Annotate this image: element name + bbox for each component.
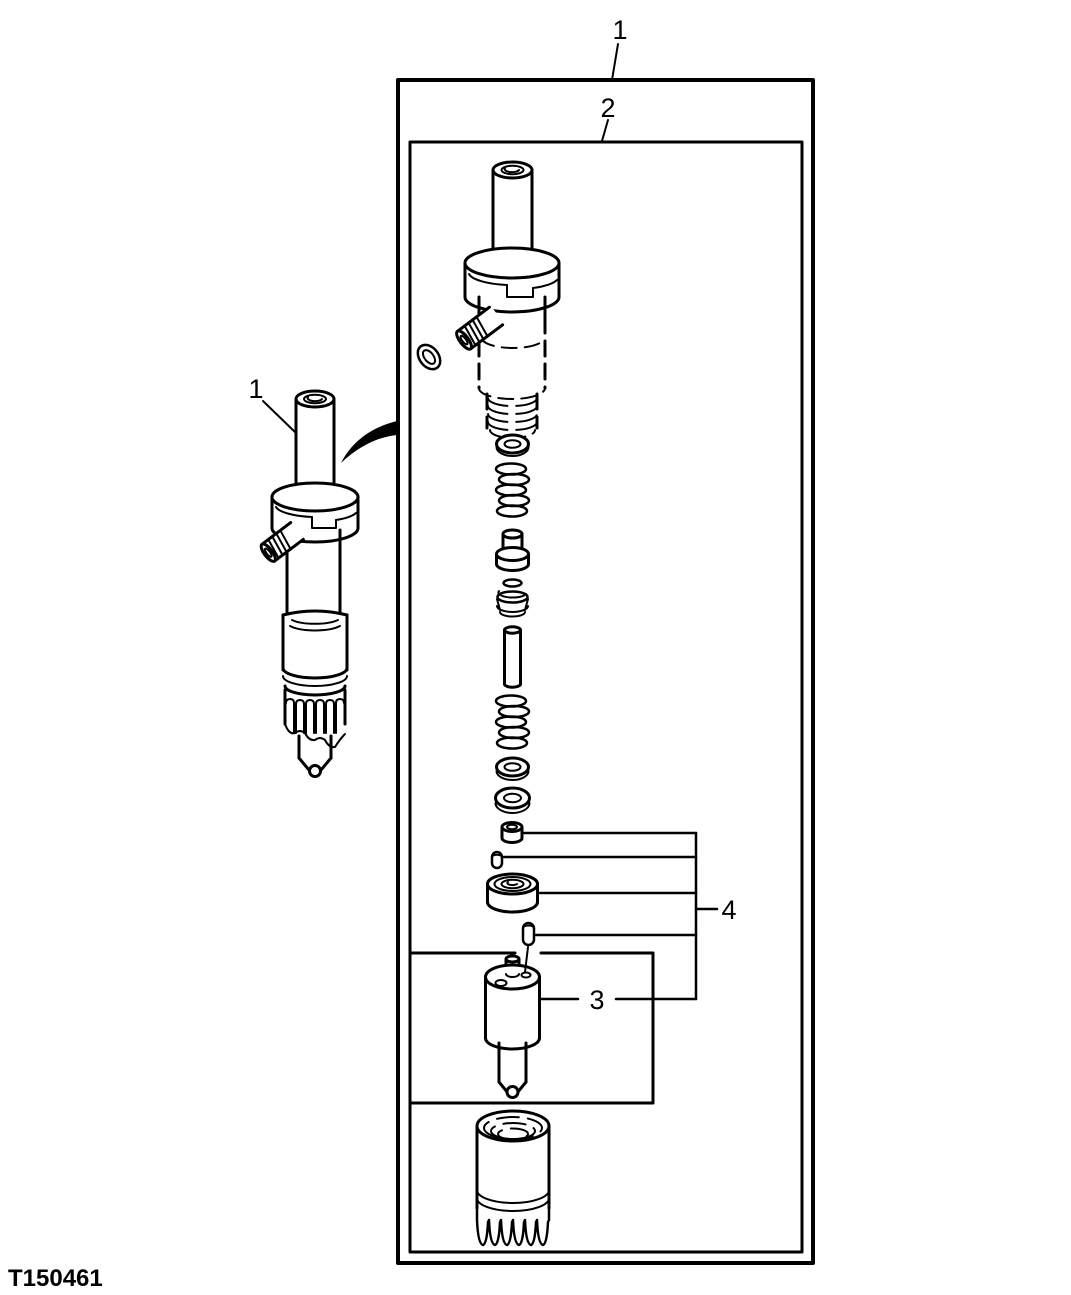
pressure-spring — [496, 464, 529, 517]
fuel-inlet-port — [258, 521, 305, 564]
intermediate-valve-disc — [488, 874, 538, 912]
assembly-outline-box — [398, 80, 813, 1263]
callout-exploded-view-2 — [600, 93, 615, 141]
nozzle-kit-label: 4 — [721, 895, 737, 925]
assembly-label: 1 — [612, 15, 628, 45]
dowel-pin-2 — [523, 923, 534, 945]
injector-lower-body — [283, 611, 347, 686]
callout-assembly-1 — [612, 15, 628, 80]
nozzle-label: 3 — [589, 985, 605, 1015]
dowel-pin-1 — [492, 852, 502, 868]
nozzle-retaining-nut — [477, 1111, 549, 1245]
assembled-injector-label: 1 — [248, 374, 264, 404]
nozzle-spring — [496, 696, 529, 749]
injector-castellated-nut — [285, 686, 345, 747]
callout-assembled-injector-1 — [248, 374, 296, 433]
nozzle-assembly — [486, 947, 540, 1098]
body-top-cylinder — [493, 162, 532, 258]
lower-washer-2 — [496, 788, 530, 813]
drawing-number: T150461 — [8, 1265, 103, 1292]
body-threaded-section — [487, 394, 537, 438]
spring-seat — [497, 530, 529, 571]
exploded-view-outline-box — [410, 142, 802, 1252]
injector-top-cylinder — [296, 391, 334, 492]
cone-seat — [497, 580, 528, 617]
exploded-view-label: 2 — [600, 93, 616, 123]
upper-washer — [497, 435, 529, 456]
o-ring — [413, 341, 445, 374]
stop-bushing — [502, 823, 522, 843]
callout-nozzle-3 — [410, 953, 696, 1103]
spindle-rod — [505, 627, 521, 687]
lower-washer-1 — [497, 758, 529, 780]
assembled-injector — [258, 391, 358, 777]
explode-direction-arrow — [341, 421, 397, 463]
exploded-injector — [413, 162, 559, 1245]
